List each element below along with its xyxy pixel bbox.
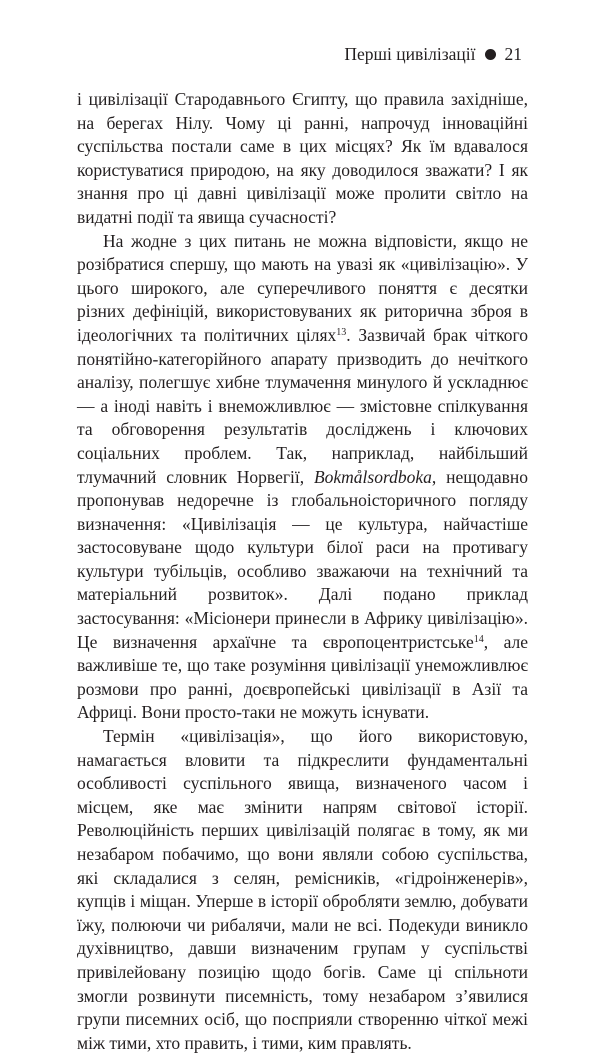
paragraph-2-part-d: , але важливіше те, що таке розуміння цивілізації унеможливлює розмови про ранні, доєвропейські цивілізації в Азії та Африці. Вони просто-таки не можуть існувати.: [77, 631, 529, 723]
paragraph-2-part-a: На жодне з цих питань не можна відповісти, якщо не розібратися спершу, що мають на увазі як «цивілізацію». У цього широкого, але суперечливого поняття є десятки різних дефініцій, використовуваних як риторична зброя в ідеологічних та політичних цілях: [77, 230, 528, 345]
paragraph-1: і цивілізації Стародавнього Єгипту, що правила західніше, на берегах Нілу. Чому ці ранні, напрочуд інноваційні суспільства постали саме в цих місцях? Як їм вдавалося користуватися природою, на яку доводилося зважати? І як знання про ці давні цивілізації може пролити світло на видатні події та явища сучасності?: [77, 89, 528, 227]
footnote-ref-14: 14: [473, 633, 484, 645]
paragraph-2: [77, 230, 528, 725]
running-title: Перші цивілізації: [344, 44, 476, 64]
body-text: [77, 88, 528, 1055]
dictionary-title: Bokmålsordboka: [313, 466, 432, 487]
bullet-separator-icon: [485, 49, 496, 60]
paragraph-2-part-c: , нещодавно пропонував недоречне із глобальноісторичного погляду визначення: «Цивілізація — це культура, найчастіше застосовуване щодо культури білої раси на противагу культури тубільців, особливо зважаючи на технічний та матеріальний розвиток». Далі подано приклад застосування: «Місіонери принесли в Африку цивілізацію». Це визначення архаїчне та європоцентристське: [77, 466, 528, 652]
footnote-ref-13: 13: [336, 326, 347, 338]
paragraph-2-part-b: . Зазвичай брак чіткого понятійно-категорійного апарату призводить до нечіткого аналізу, полегшує хибне тлумачення минулого й ускладнює — а іноді навіть і внеможливлює — змістовне спілкування та обговорення результатів досліджень і ключових соціальних проблем. Так, наприклад, найбільший тлумачний словник Норвегії,: [77, 324, 528, 487]
page-number: 21: [504, 44, 522, 64]
running-header: [344, 44, 522, 65]
paragraph-3: Термін «цивілізація», що його використовую, намагається вловити та підкреслити фундаментальні особливості суспільного явища, визначеного часом і місцем, яке має змінити напрям світової історії. Революційність перших цивілізацій полягає в тому, як ми незабаром побачимо, що вони являли собою суспільства, які складалися з селян, ремісників, «гідроінженерів», купців і міщан. Уперше в історії обробляти землю, добувати їжу, полюючи чи рибалячи, мали не всі. Подекуди виникло духівництво, давши визначеним групам у суспільстві привілейовану позицію щодо богів. Саме ці спільноти змогли розвинути писемність, тому незабаром з’явилися групи писемних осіб, що посприяли створенню чіткої межі між тими, хто править, і тими, ким правлять.: [77, 726, 528, 1053]
